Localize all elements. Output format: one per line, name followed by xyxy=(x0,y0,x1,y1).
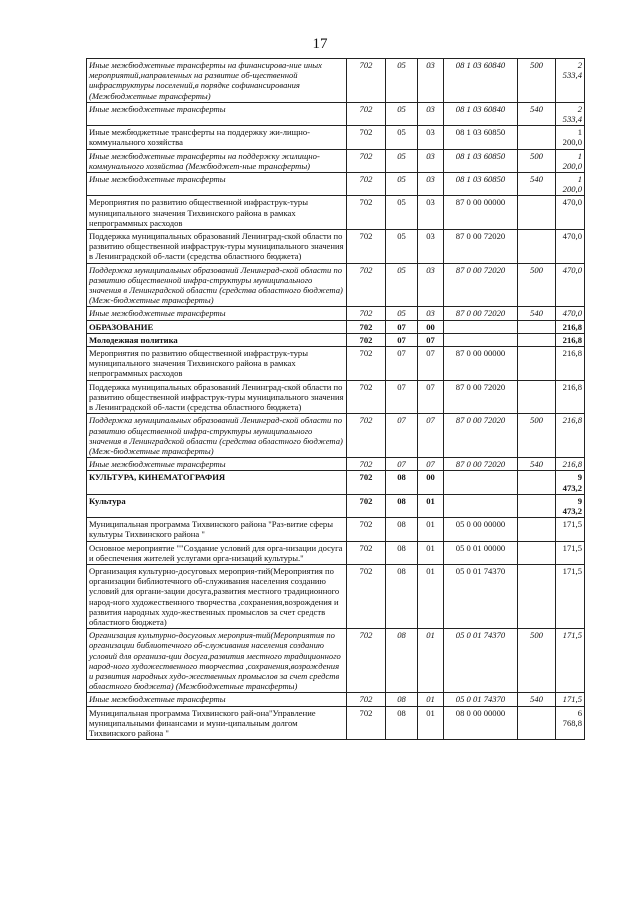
row-expense-type-cell xyxy=(518,230,556,264)
row-section-cell: 07 xyxy=(386,414,418,458)
budget-table xyxy=(86,58,585,740)
row-amount-cell: 171,5 xyxy=(556,564,585,628)
row-name-cell: Иные межбюджетные трансферты xyxy=(87,693,347,706)
row-subsection-cell: 03 xyxy=(418,307,444,320)
row-name-cell: Иные межбюджетные трансферты xyxy=(87,102,347,125)
table-row xyxy=(87,693,585,706)
table-row xyxy=(87,102,585,125)
row-expense-type-cell: 540 xyxy=(518,458,556,471)
row-name-cell: КУЛЬТУРА, КИНЕМАТОГРАФИЯ xyxy=(87,471,347,494)
row-expense-type-cell: 540 xyxy=(518,307,556,320)
row-grbs-cell: 702 xyxy=(347,541,386,564)
row-expense-type-cell: 500 xyxy=(518,629,556,693)
row-subsection-cell: 07 xyxy=(418,380,444,414)
row-amount-cell: 470,0 xyxy=(556,307,585,320)
row-subsection-cell: 07 xyxy=(418,347,444,381)
row-subsection-cell: 03 xyxy=(418,173,444,196)
row-grbs-cell: 702 xyxy=(347,629,386,693)
row-expense-type-cell: 540 xyxy=(518,693,556,706)
row-expense-type-cell: 500 xyxy=(518,414,556,458)
row-subsection-cell: 01 xyxy=(418,541,444,564)
table-row xyxy=(87,414,585,458)
row-section-cell: 08 xyxy=(386,494,418,517)
row-expense-type-cell xyxy=(518,380,556,414)
row-amount-cell: 2 533,4 xyxy=(556,102,585,125)
row-target-article-cell xyxy=(444,320,518,333)
row-name-cell: Мероприятия по развитию общественной инфраструк-туры муниципального значения Тихвинского района в рамках непрограммных расходов xyxy=(87,196,347,230)
row-grbs-cell: 702 xyxy=(347,414,386,458)
row-target-article-cell: 87 0 00 72020 xyxy=(444,230,518,264)
table-row xyxy=(87,149,585,172)
row-name-cell: Поддержка муниципальных образований Ленинград-ской области по развитию общественной инфра-структуры муниципального значения в Ленинградской области (средства областного бюджета) (Меж-бюджетные трансферты) xyxy=(87,263,347,307)
row-expense-type-cell xyxy=(518,706,556,740)
row-grbs-cell: 702 xyxy=(347,149,386,172)
row-expense-type-cell xyxy=(518,196,556,230)
row-subsection-cell: 00 xyxy=(418,320,444,333)
row-amount-cell: 171,5 xyxy=(556,693,585,706)
row-name-cell: Муниципальная программа Тихвинского района "Раз-витие сферы культуры Тихвинского района " xyxy=(87,518,347,541)
row-grbs-cell: 702 xyxy=(347,59,386,103)
table-row xyxy=(87,706,585,740)
row-section-cell: 08 xyxy=(386,518,418,541)
table-row xyxy=(87,347,585,381)
row-grbs-cell: 702 xyxy=(347,333,386,346)
row-target-article-cell: 08 1 03 60840 xyxy=(444,102,518,125)
row-amount-cell: 171,5 xyxy=(556,518,585,541)
row-grbs-cell: 702 xyxy=(347,706,386,740)
row-amount-cell: 216,8 xyxy=(556,458,585,471)
row-expense-type-cell xyxy=(518,494,556,517)
row-name-cell: ОБРАЗОВАНИЕ xyxy=(87,320,347,333)
table-row xyxy=(87,380,585,414)
row-name-cell: Поддержка муниципальных образований Ленинград-ской области по развитию общественной инфра-структуры муниципального значения в Ленинградской области (средства областного бюджета) (Меж-бюджетные трансферты) xyxy=(87,414,347,458)
row-amount-cell: 2 533,4 xyxy=(556,59,585,103)
row-subsection-cell: 03 xyxy=(418,263,444,307)
row-section-cell: 05 xyxy=(386,102,418,125)
row-subsection-cell: 03 xyxy=(418,196,444,230)
row-grbs-cell: 702 xyxy=(347,347,386,381)
row-grbs-cell: 702 xyxy=(347,320,386,333)
table-row xyxy=(87,196,585,230)
row-grbs-cell: 702 xyxy=(347,518,386,541)
row-grbs-cell: 702 xyxy=(347,494,386,517)
row-name-cell: Организация культурно-досуговых мероприя-тий(Мероприятия по организации библиотечного об-служивания населения созданию условий для органи-зации досуга,развития местного традиционного народ-ного художественного творчества ,сохранения,возрождения и развития народных худо-жественных промыслов за счет средств областного бюджета) xyxy=(87,564,347,628)
row-section-cell: 05 xyxy=(386,230,418,264)
row-grbs-cell: 702 xyxy=(347,458,386,471)
row-target-article-cell: 87 0 00 00000 xyxy=(444,196,518,230)
row-section-cell: 05 xyxy=(386,263,418,307)
row-section-cell: 07 xyxy=(386,347,418,381)
row-amount-cell: 216,8 xyxy=(556,347,585,381)
row-name-cell: Иные межбюджетные трансферты xyxy=(87,173,347,196)
row-subsection-cell: 01 xyxy=(418,629,444,693)
row-expense-type-cell: 500 xyxy=(518,59,556,103)
row-target-article-cell xyxy=(444,333,518,346)
row-subsection-cell: 03 xyxy=(418,126,444,149)
row-target-article-cell: 87 0 00 72020 xyxy=(444,263,518,307)
row-name-cell: Иные межбюджетные трансферты на поддержку жи-лищно-коммунального хозяйства xyxy=(87,126,347,149)
row-target-article-cell: 87 0 00 72020 xyxy=(444,380,518,414)
row-section-cell: 08 xyxy=(386,693,418,706)
row-subsection-cell: 07 xyxy=(418,414,444,458)
row-section-cell: 05 xyxy=(386,173,418,196)
table-row xyxy=(87,230,585,264)
row-amount-cell: 470,0 xyxy=(556,263,585,307)
row-expense-type-cell xyxy=(518,320,556,333)
row-target-article-cell: 87 0 00 00000 xyxy=(444,347,518,381)
row-expense-type-cell xyxy=(518,471,556,494)
row-amount-cell: 1 200,0 xyxy=(556,126,585,149)
row-name-cell: Иные межбюджетные трансферты на поддержку жилищно-коммунального хозяйства (Межбюджет-ные трансферты) xyxy=(87,149,347,172)
row-amount-cell: 216,8 xyxy=(556,414,585,458)
row-section-cell: 05 xyxy=(386,149,418,172)
row-expense-type-cell: 540 xyxy=(518,102,556,125)
table-row xyxy=(87,333,585,346)
row-target-article-cell: 05 0 01 74370 xyxy=(444,693,518,706)
table-row xyxy=(87,629,585,693)
row-amount-cell: 470,0 xyxy=(556,230,585,264)
table-row xyxy=(87,126,585,149)
row-target-article-cell: 05 0 01 74370 xyxy=(444,629,518,693)
table-row xyxy=(87,518,585,541)
row-amount-cell: 1 200,0 xyxy=(556,149,585,172)
row-amount-cell: 470,0 xyxy=(556,196,585,230)
row-amount-cell: 9 473,2 xyxy=(556,471,585,494)
row-target-article-cell: 08 1 03 60850 xyxy=(444,173,518,196)
table-row xyxy=(87,471,585,494)
row-target-article-cell xyxy=(444,494,518,517)
row-section-cell: 08 xyxy=(386,564,418,628)
row-subsection-cell: 07 xyxy=(418,333,444,346)
row-grbs-cell: 702 xyxy=(347,196,386,230)
row-expense-type-cell xyxy=(518,541,556,564)
row-name-cell: Иные межбюджетные трансферты на финансирова-ние иных мероприятий,направленных на развитие об-щественной инфраструктуры поселений,в порядке софинансирования (Межбюджетные трансферты) xyxy=(87,59,347,103)
row-subsection-cell: 01 xyxy=(418,564,444,628)
row-section-cell: 08 xyxy=(386,541,418,564)
row-section-cell: 08 xyxy=(386,471,418,494)
row-name-cell: Иные межбюджетные трансферты xyxy=(87,458,347,471)
row-subsection-cell: 01 xyxy=(418,706,444,740)
table-row xyxy=(87,59,585,103)
row-target-article-cell: 05 0 01 74370 xyxy=(444,564,518,628)
row-subsection-cell: 03 xyxy=(418,102,444,125)
row-amount-cell: 9 473,2 xyxy=(556,494,585,517)
row-grbs-cell: 702 xyxy=(347,307,386,320)
row-amount-cell: 171,5 xyxy=(556,629,585,693)
row-expense-type-cell xyxy=(518,564,556,628)
row-target-article-cell: 08 1 03 60850 xyxy=(444,149,518,172)
table-row xyxy=(87,541,585,564)
row-section-cell: 07 xyxy=(386,333,418,346)
row-section-cell: 07 xyxy=(386,380,418,414)
row-target-article-cell: 87 0 00 72020 xyxy=(444,414,518,458)
row-grbs-cell: 702 xyxy=(347,102,386,125)
row-amount-cell: 216,8 xyxy=(556,320,585,333)
row-amount-cell: 216,8 xyxy=(556,380,585,414)
row-section-cell: 05 xyxy=(386,59,418,103)
row-grbs-cell: 702 xyxy=(347,263,386,307)
row-subsection-cell: 01 xyxy=(418,518,444,541)
row-subsection-cell: 03 xyxy=(418,230,444,264)
row-section-cell: 07 xyxy=(386,458,418,471)
row-grbs-cell: 702 xyxy=(347,230,386,264)
row-section-cell: 07 xyxy=(386,320,418,333)
row-target-article-cell: 08 1 03 60850 xyxy=(444,126,518,149)
table-row xyxy=(87,494,585,517)
row-target-article-cell: 08 1 03 60840 xyxy=(444,59,518,103)
row-expense-type-cell: 500 xyxy=(518,149,556,172)
row-grbs-cell: 702 xyxy=(347,173,386,196)
row-amount-cell: 216,8 xyxy=(556,333,585,346)
row-target-article-cell: 87 0 00 72020 xyxy=(444,458,518,471)
row-name-cell: Основное мероприятие ""Создание условий для орга-низации досуга и обеспечения жителей услугами орга-низаций культуры." xyxy=(87,541,347,564)
row-name-cell: Поддержка муниципальных образований Ленинград-ской области по развитию общественной инфраструк-туры муниципального значения в Ленинградской об-ласти (средства областного бюджета) xyxy=(87,230,347,264)
budget-table-body xyxy=(87,59,585,740)
row-name-cell: Культура xyxy=(87,494,347,517)
row-subsection-cell: 01 xyxy=(418,693,444,706)
row-target-article-cell: 05 0 01 00000 xyxy=(444,541,518,564)
table-row xyxy=(87,263,585,307)
row-section-cell: 05 xyxy=(386,307,418,320)
row-section-cell: 08 xyxy=(386,706,418,740)
row-expense-type-cell: 540 xyxy=(518,173,556,196)
row-subsection-cell: 03 xyxy=(418,149,444,172)
row-expense-type-cell: 500 xyxy=(518,263,556,307)
row-name-cell: Поддержка муниципальных образований Ленинград-ской области по развитию общественной инфраструк-туры муниципального значения в Ленинградской об-ласти (средства областного бюджета) xyxy=(87,380,347,414)
row-name-cell: Муниципальная программа Тихвинского рай-она"Управление муниципальными финансами и муни-ципальным долгом Тихвинского района " xyxy=(87,706,347,740)
row-name-cell: Молодежная политика xyxy=(87,333,347,346)
row-name-cell: Организация культурно-досуговых мероприя-тий(Мероприятия по организации библиотечного об-служивания населения созданию условий для организа-ции досуга,развития местного традиционного народ-ного художественного творчества ,сохранения,возрождения и развития народных худо-жественных промыслов за счет средств областного бюджета) (Межбюджетные трансферты) xyxy=(87,629,347,693)
row-subsection-cell: 00 xyxy=(418,471,444,494)
row-subsection-cell: 01 xyxy=(418,494,444,517)
row-subsection-cell: 07 xyxy=(418,458,444,471)
page-number: 17 xyxy=(312,36,328,52)
row-name-cell: Иные межбюджетные трансферты xyxy=(87,307,347,320)
row-grbs-cell: 702 xyxy=(347,380,386,414)
row-grbs-cell: 702 xyxy=(347,126,386,149)
row-target-article-cell: 87 0 00 72020 xyxy=(444,307,518,320)
row-expense-type-cell xyxy=(518,347,556,381)
row-section-cell: 08 xyxy=(386,629,418,693)
row-expense-type-cell xyxy=(518,333,556,346)
row-grbs-cell: 702 xyxy=(347,471,386,494)
table-row xyxy=(87,173,585,196)
row-target-article-cell xyxy=(444,471,518,494)
row-expense-type-cell xyxy=(518,518,556,541)
row-name-cell: Мероприятия по развитию общественной инфраструк-туры муниципального значения Тихвинского района в рамках непрограммных расходов xyxy=(87,347,347,381)
row-grbs-cell: 702 xyxy=(347,564,386,628)
table-row xyxy=(87,458,585,471)
row-grbs-cell: 702 xyxy=(347,693,386,706)
row-subsection-cell: 03 xyxy=(418,59,444,103)
table-row xyxy=(87,320,585,333)
row-target-article-cell: 05 0 00 00000 xyxy=(444,518,518,541)
table-row xyxy=(87,564,585,628)
row-section-cell: 05 xyxy=(386,196,418,230)
row-target-article-cell: 08 0 00 00000 xyxy=(444,706,518,740)
table-row xyxy=(87,307,585,320)
row-amount-cell: 1 200,0 xyxy=(556,173,585,196)
row-section-cell: 05 xyxy=(386,126,418,149)
row-amount-cell: 6 768,8 xyxy=(556,706,585,740)
row-amount-cell: 171,5 xyxy=(556,541,585,564)
row-expense-type-cell xyxy=(518,126,556,149)
